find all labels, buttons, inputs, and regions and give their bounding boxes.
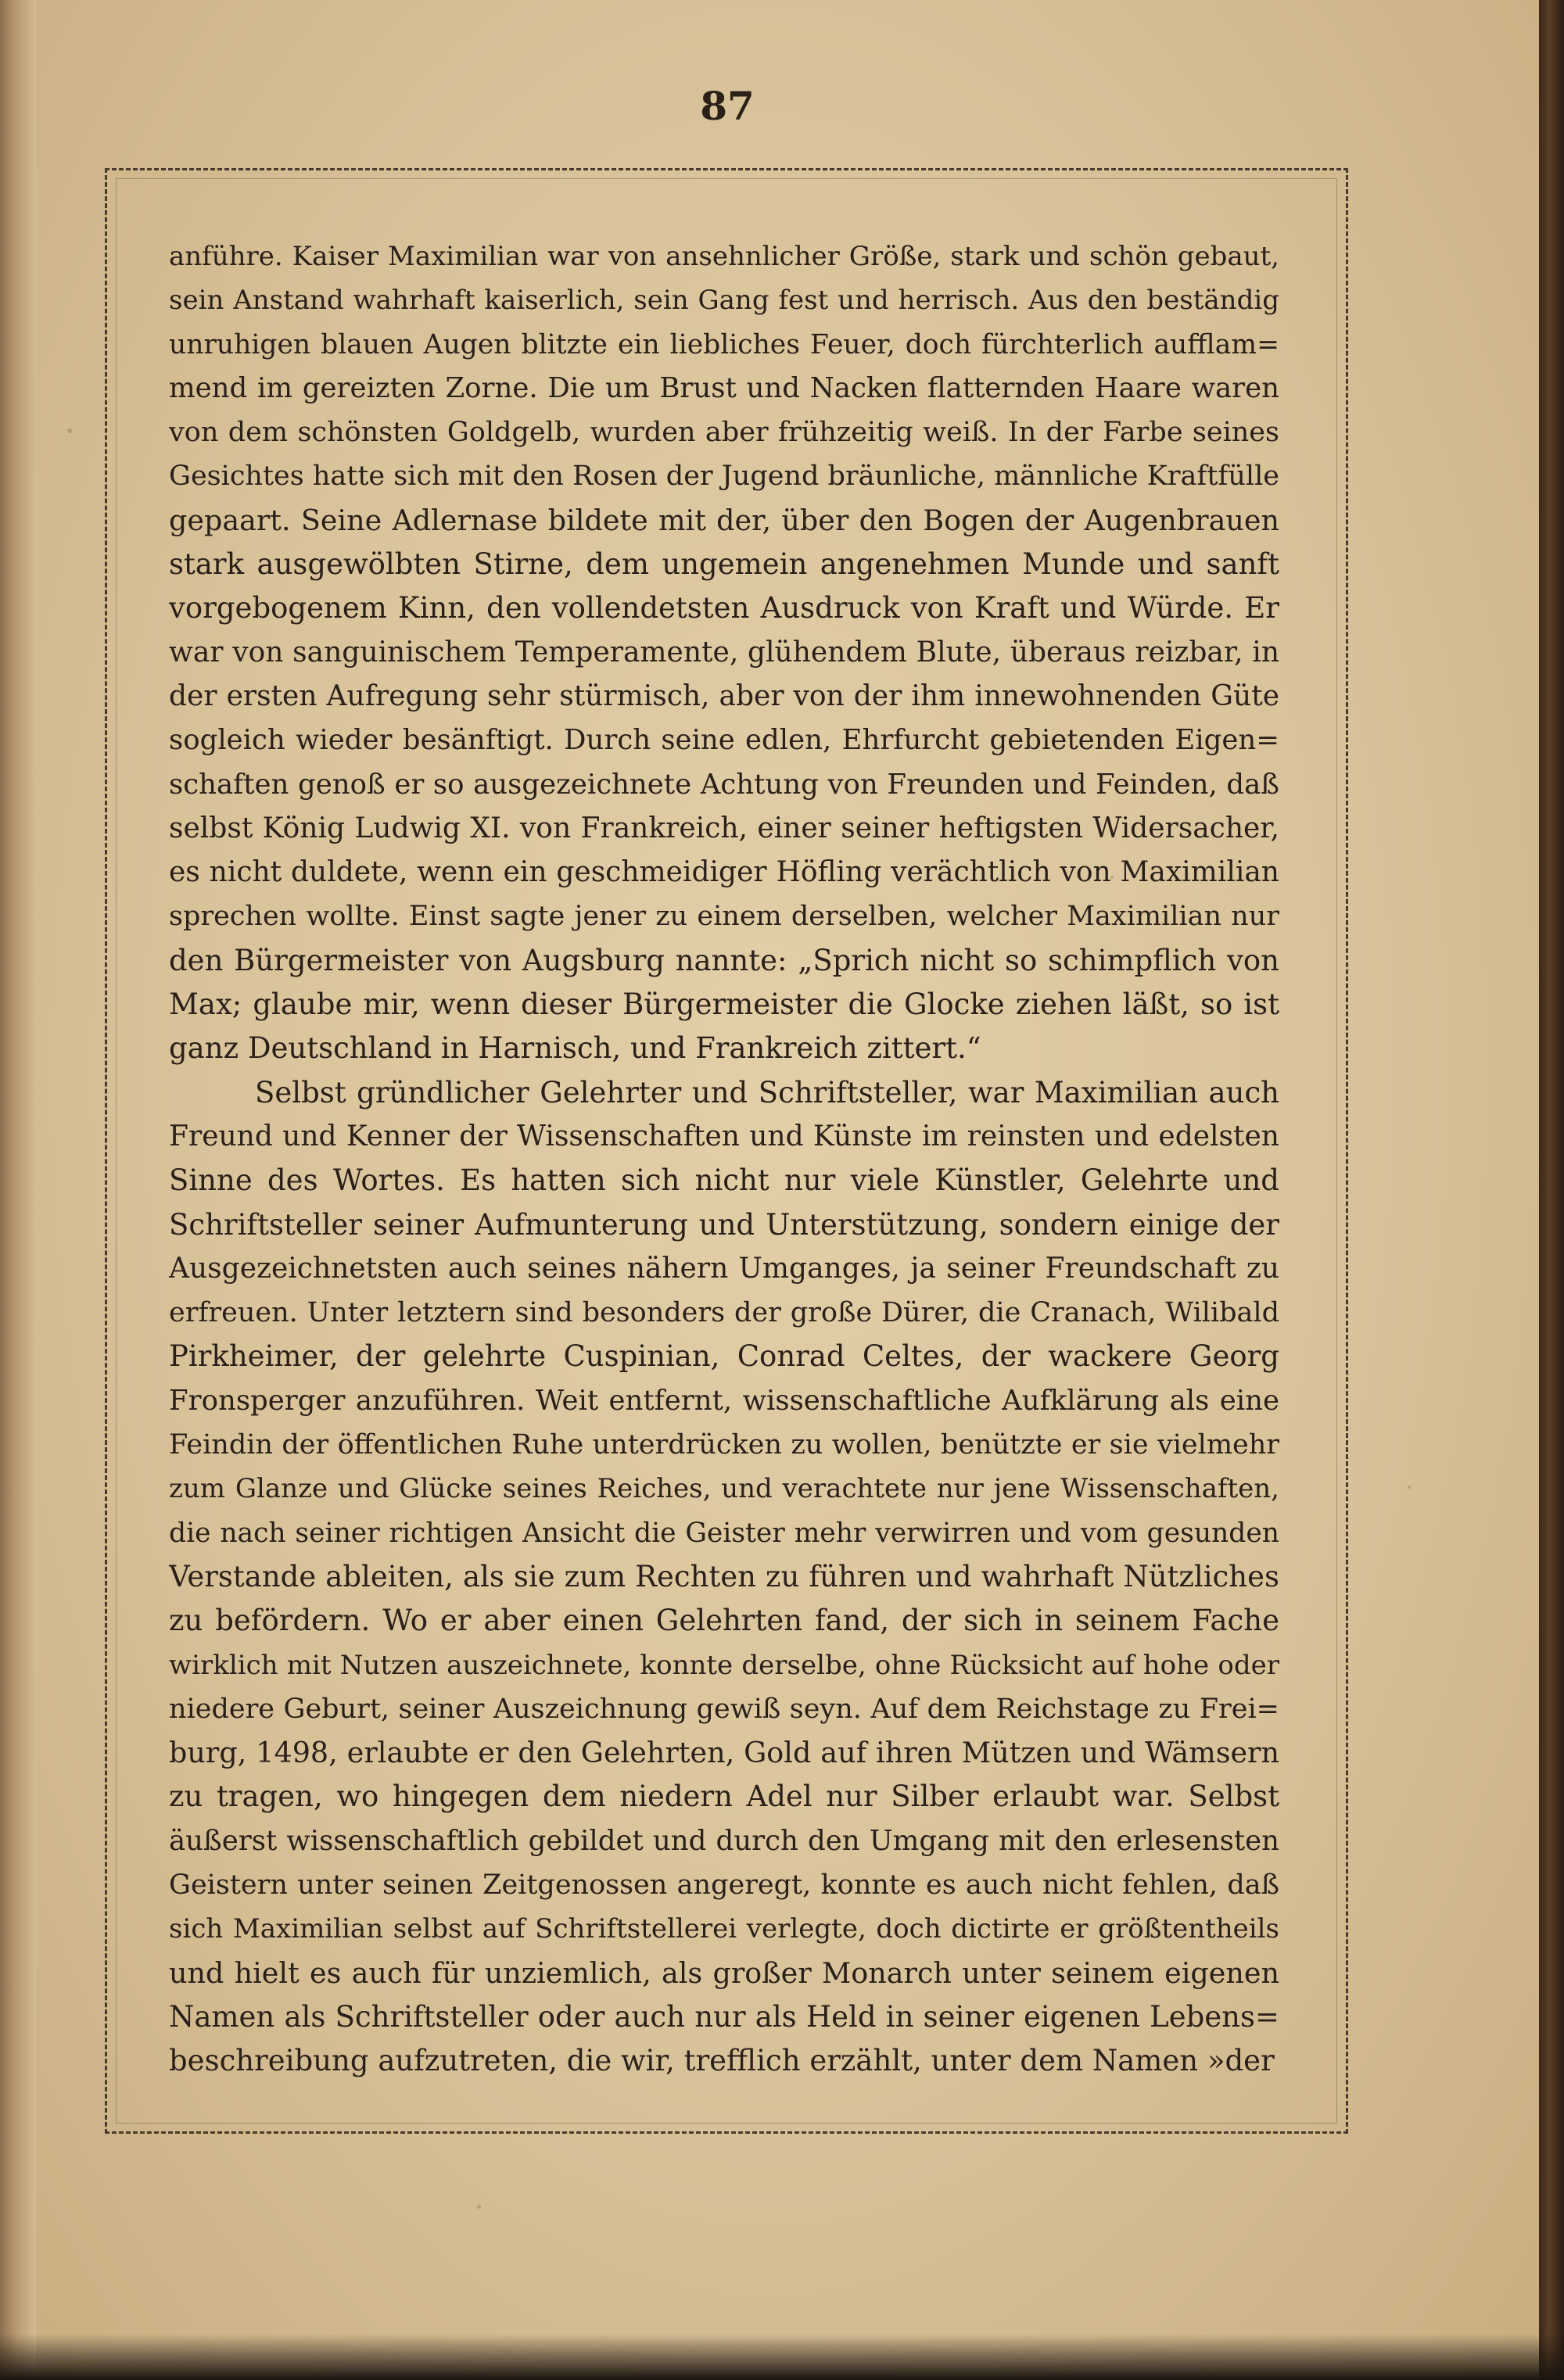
text-line: Feindin der öffentlichen Ruhe unterdrücken zu wollen, benützte er sie vielmehr [169, 1429, 1279, 1461]
text-line: Freund und Kenner der Wissenschaften und Künste im reinsten und edelsten [169, 1120, 1279, 1152]
text-line: und hielt es auch für unziemlich, als großer Monarch unter seinem eigenen [169, 1955, 1279, 1990]
text-line: Geistern unter seinen Zeitgenossen angeregt, konnte es auch nicht fehlen, daß [169, 1869, 1279, 1901]
text-line: zum Glanze und Glücke seines Reiches, und verachtete nur jene Wissenschaften, [169, 1473, 1279, 1505]
text-line: sein Anstand wahrhaft kaiserlich, sein Gang fest und herrisch. Aus den beständig [169, 285, 1279, 317]
text-line: es nicht duldete, wenn ein geschmeidiger Höfling verächtlich von Maximilian [169, 856, 1279, 889]
text-line: die nach seiner richtigen Ansicht die Geister mehr verwirren und vom gesunden [169, 1517, 1279, 1549]
text-line: von dem schönsten Goldgelb, wurden aber frühzeitig weiß. In der Farbe seines [169, 417, 1279, 449]
text-line: sich Maximilian selbst auf Schriftstellerei verlegte, doch dictirte er größtentheils [169, 1913, 1279, 1945]
text-line: anführe. Kaiser Maximilian war von ansehnlicher Größe, stark und schön gebaut, [169, 241, 1279, 272]
page-number: 87 [700, 83, 755, 129]
text-line: der ersten Aufregung sehr stürmisch, aber von der ihm innewohnenden Güte [169, 679, 1279, 712]
text-line: Max; glaube mir, wenn dieser Bürgermeister die Glocke ziehen läßt, so ist [169, 987, 1279, 1022]
text-line: schaften genoß er so ausgezeichnete Achtung von Freunden und Feinden, daß [169, 768, 1279, 801]
text-line: Selbst gründlicher Gelehrter und Schriftsteller, war Maximilian auch [255, 1075, 1279, 1109]
text-line: war von sanguinischem Temperamente, glühendem Blute, überaus reizbar, in [169, 636, 1279, 668]
page-gutter-edge [0, 0, 36, 2380]
text-line: burg, 1498, erlaubte er den Gelehrten, Gold auf ihren Mützen und Wämsern [169, 1736, 1279, 1770]
text-line: Pirkheimer, der gelehrte Cuspinian, Conrad Celtes, der wackere Georg [169, 1339, 1279, 1374]
text-line: ganz Deutschland in Harnisch, und Frankreich zittert.“ [169, 1031, 981, 1066]
text-line: selbst König Ludwig XI. von Frankreich, einer seiner heftigsten Widersacher, [169, 812, 1279, 844]
text-line: unruhigen blauen Augen blitzte ein liebliches Feuer, doch fürchterlich aufflam= [169, 328, 1279, 360]
text-line: Namen als Schriftsteller oder auch nur als Held in seiner eigenen Lebens= [169, 1999, 1279, 2034]
text-line: niedere Geburt, seiner Auszeichnung gewiß seyn. Auf dem Reichstage zu Frei= [169, 1693, 1279, 1725]
text-line: vorgebogenem Kinn, den vollendetsten Ausdruck von Kraft und Würde. Er [169, 591, 1279, 625]
text-line: beschreibung aufzutreten, die wir, trefflich erzählt, unter dem Namen »der [169, 2044, 1275, 2078]
text-line: den Bürgermeister von Augsburg nannte: „Sprich nicht so schimpflich von [169, 943, 1279, 977]
text-line: Gesichtes hatte sich mit den Rosen der Jugend bräunliche, männliche Kraftfülle [169, 461, 1279, 493]
text-line: erfreuen. Unter letztern sind besonders der große Dürer, die Cranach, Wilibald [169, 1297, 1279, 1329]
body-text [169, 235, 1279, 2083]
text-line: gepaart. Seine Adlernase bildete mit der, über den Bogen der Augenbrauen [169, 503, 1279, 537]
bottom-shadow [0, 2334, 1564, 2380]
text-line: sprechen wollte. Einst sagte jener zu einem derselben, welcher Maximilian nur [169, 901, 1279, 933]
text-line: wirklich mit Nutzen auszeichnete, konnte derselbe, ohne Rücksicht auf hohe oder [169, 1649, 1279, 1681]
text-line: mend im gereizten Zorne. Die um Brust und Nacken flatternden Haare waren [169, 371, 1279, 404]
text-line: Schriftsteller seiner Aufmunterung und Unterstützung, sondern einige der [169, 1207, 1279, 1242]
text-line: stark ausgewölbten Stirne, dem ungemein angenehmen Munde und sanft [169, 547, 1279, 582]
text-line: Fronsperger anzuführen. Weit entfernt, wissenschaftliche Aufklärung als eine [169, 1384, 1279, 1417]
text-line: Sinne des Wortes. Es hatten sich nicht nur viele Künstler, Gelehrte und [169, 1163, 1279, 1198]
text-line: Verstande ableiten, als sie zum Rechten zu führen und wahrhaft Nützliches [169, 1559, 1279, 1593]
text-line: zu befördern. Wo er aber einen Gelehrten fand, der sich in seinem Fache [169, 1604, 1279, 1638]
book-cover-edge [1539, 0, 1564, 2380]
text-line: sogleich wieder besänftigt. Durch seine edlen, Ehrfurcht gebietenden Eigen= [169, 724, 1279, 757]
text-line: äußerst wissenschaftlich gebildet und durch den Umgang mit den erlesensten [169, 1824, 1279, 1857]
text-line: Ausgezeichnetsten auch seines nähern Umganges, ja seiner Freundschaft zu [169, 1252, 1279, 1285]
text-line: zu tragen, wo hingegen dem niedern Adel nur Silber erlaubt war. Selbst [169, 1780, 1279, 1814]
